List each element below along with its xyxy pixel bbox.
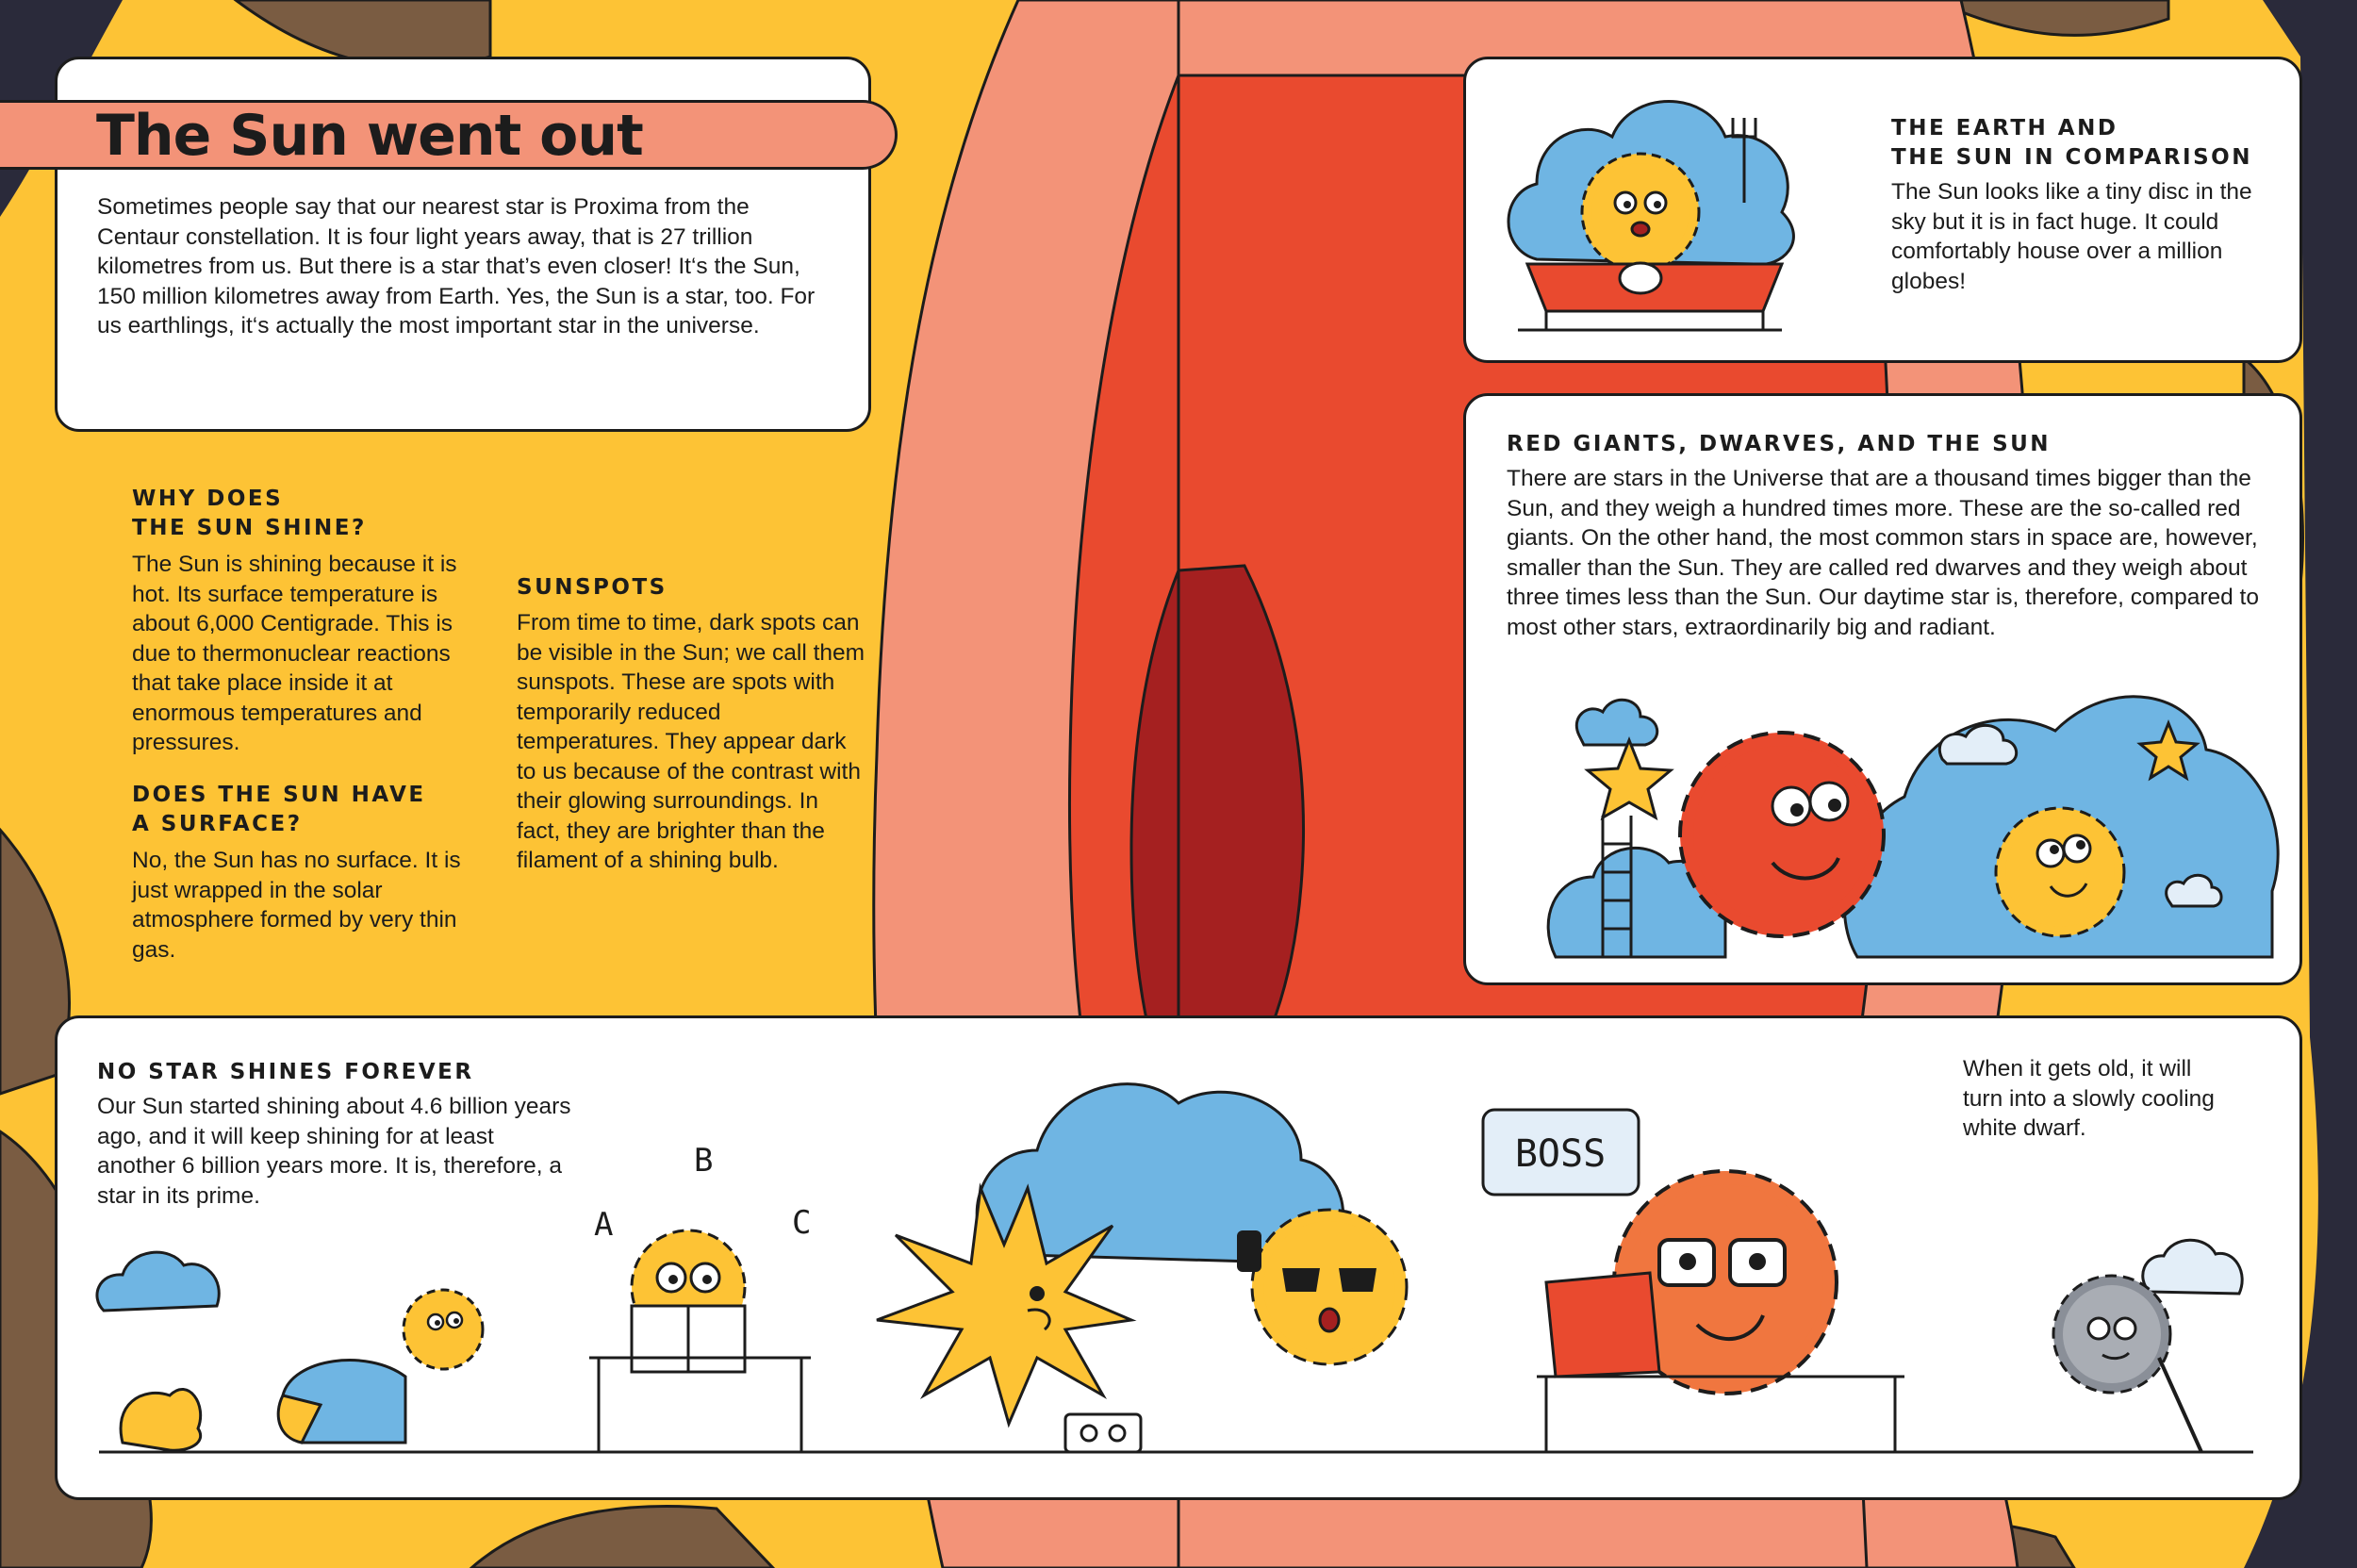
letter-c: C [792,1204,812,1242]
comparison-heading-line1: THE EARTH AND [1891,116,2118,140]
sun-eating-illustration [1499,80,1801,335]
why-shine-heading-line2: THE SUN SHINE? [132,516,367,540]
surface-text: No, the Sun has no surface. It is just wrapped in the solar atmosphere formed by very thin gas. [132,848,461,963]
sunspots-heading: SUNSPOTS [517,575,668,600]
page-title: The Sun went out [96,103,643,169]
intro-text: Sometimes people say that our nearest star is Proxima from the Centaur constellation. It is four light years away, that is 27 trillion kilometres from us. But there is a star that’s even closer! It‘s the Sun, 150 million kilometres away from Earth. Yes, the Sun is a star, too. For us earthlings, it‘s actually the most important star in the universe. [97,194,816,338]
old-age-text: When it gets old, it will turn into a slowly cooling white dwarf. [1963,1056,2215,1141]
letter-b: B [694,1142,714,1180]
forever-heading: NO STAR SHINES FOREVER [97,1060,474,1084]
giants-text: There are stars in the Universe that are a thousand times bigger than the Sun, and they weigh a hundred times more. These are the so-called red giants. On the other hand, the most common stars in space are, however, smaller than the Sun. They are called red dwarves and they weigh about three times less than the Sun. Our daytime star is, therefore, compared to most other stars, extraordinarily big and radiant. [1507,466,2259,640]
boss-sign-label: BOSS [1514,1132,1607,1176]
comparison-text: The Sun looks like a tiny disc in the sky but it is in fact huge. It could comfortably house over a million globes! [1891,179,2252,294]
why-shine-heading-line1: WHY DOES [132,487,284,511]
giants-heading: RED GIANTS, DWARVES, AND THE SUN [1507,432,2052,456]
surface-heading-line2: A SURFACE? [132,812,303,836]
sunspots-text: From time to time, dark spots can be visible in the Sun; we call them sunspots. These are spots with temporarily reduced temperatures. They appear dark to us because of the contrast with their glowing surroundings. In fact, they are brighter than the filament of a shining bulb. [517,610,865,873]
surface-heading-line1: DOES THE SUN HAVE [132,783,426,807]
why-shine-text: The Sun is shining because it is hot. Its surface temperature is about 6,000 Centigrade. This is due to thermonuclear reactions that take place inside it at enormous temperatures and pressures. [132,552,457,755]
letter-a: A [594,1206,614,1244]
forever-text: Our Sun started shining about 4.6 billion years ago, and it will keep shining for at least another 6 billion years more. It is, therefore, a star in its prime. [97,1094,571,1209]
giants-illustration [1546,674,2291,962]
comparison-heading-line2: THE SUN IN COMPARISON [1891,145,2252,170]
sun-life-stages-illustration [85,1047,2272,1461]
